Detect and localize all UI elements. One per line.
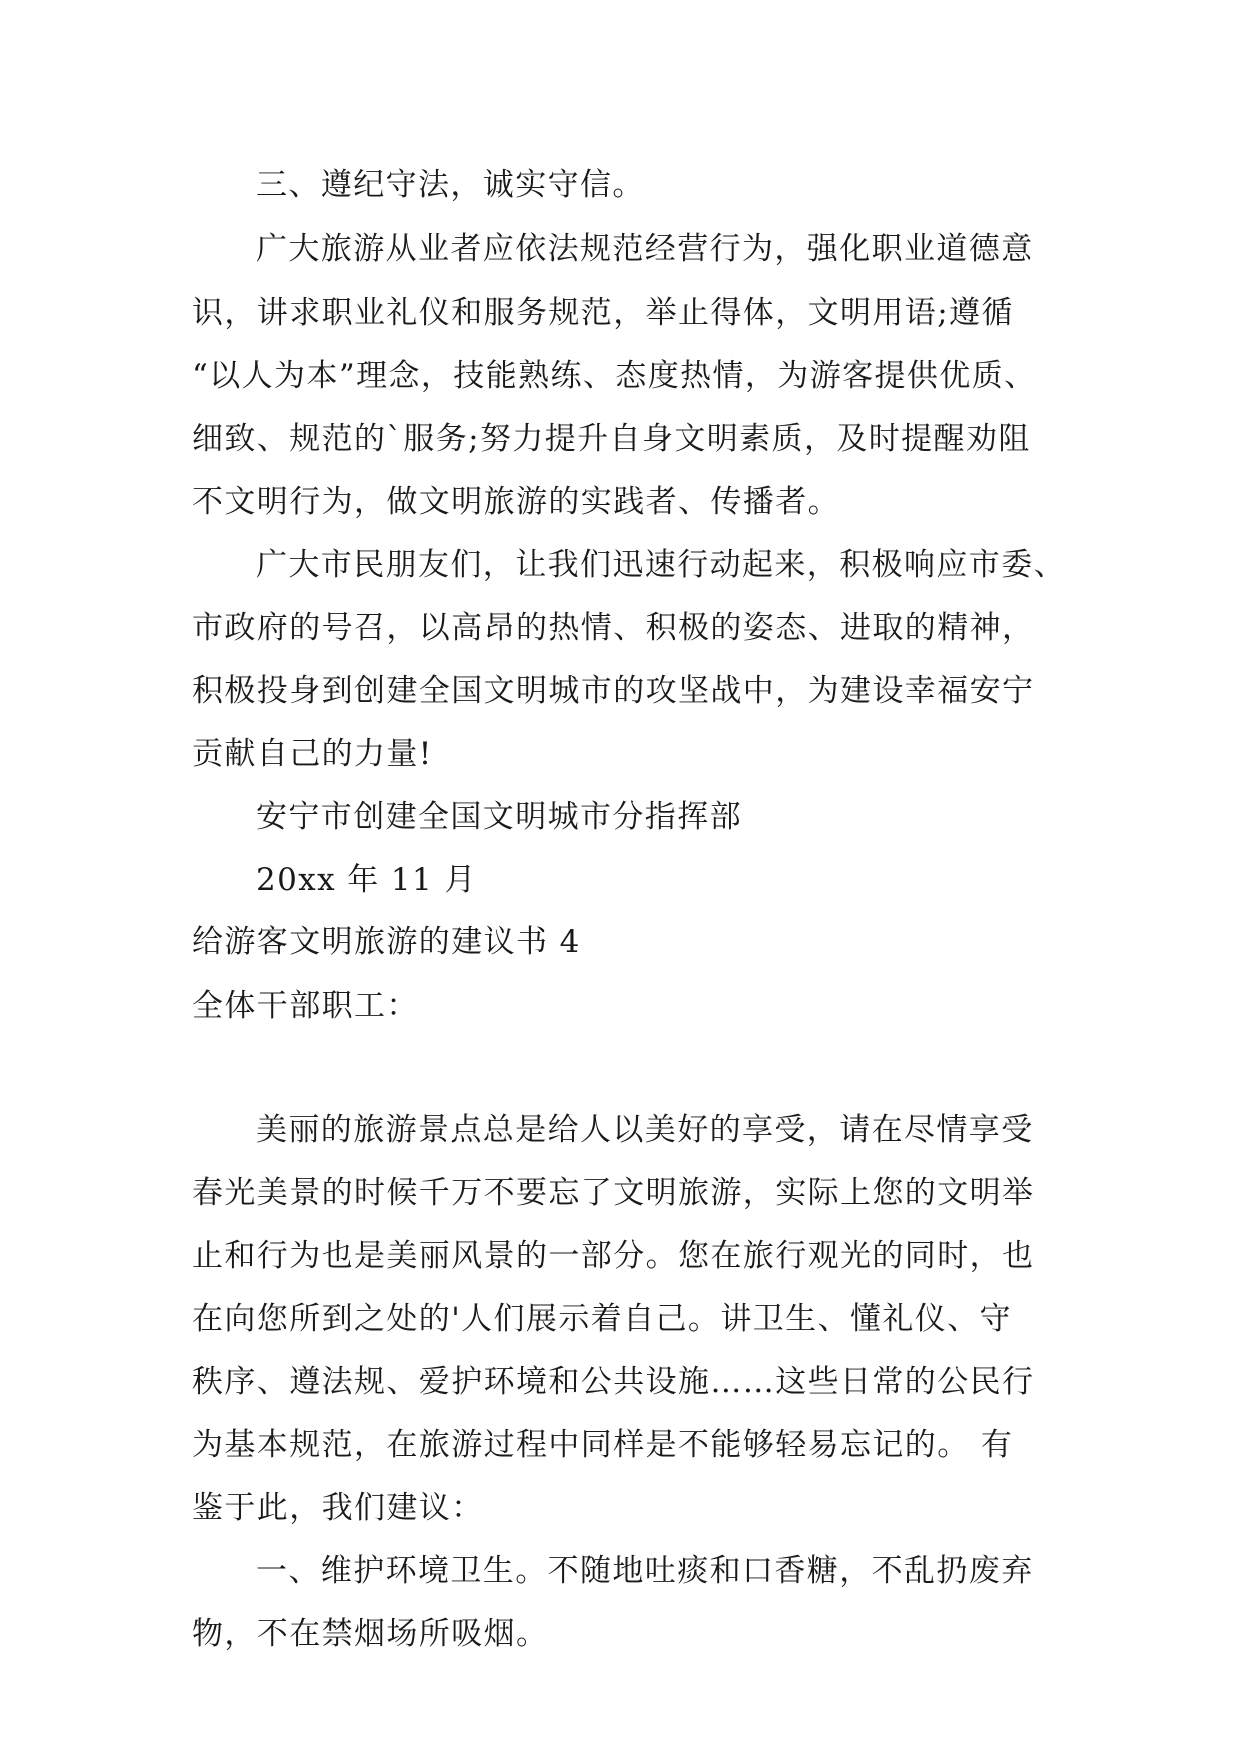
paragraph-line: 为基本规范，在旅游过程中同样是不能够轻易忘记的。 有	[192, 1427, 1014, 1463]
paragraph-line: 物，不在禁烟场所吸烟。	[192, 1616, 549, 1652]
paragraph-line: 积极投身到创建全国文明城市的攻坚战中，为建设幸福安宁	[192, 673, 1035, 709]
salutation: 全体干部职工：	[192, 988, 419, 1024]
paragraph-line: 一、维护环境卫生。不随地吐痰和口香糖，不乱扔废弃	[256, 1553, 1034, 1589]
paragraph-line: 市政府的号召，以高昂的热情、积极的姿态、进取的精神，	[192, 610, 1035, 646]
paragraph-line: 广大市民朋友们，让我们迅速行动起来，积极响应市委、	[256, 547, 1066, 583]
paragraph-line: 广大旅游从业者应依法规范经营行为，强化职业道德意	[256, 231, 1034, 267]
signature-date: 20xx 年 11 月	[256, 862, 477, 898]
signature-organization: 安宁市创建全国文明城市分指挥部	[256, 799, 742, 835]
section-heading-3: 三、遵纪守法，诚实守信。	[256, 167, 645, 203]
paragraph-line: 止和行为也是美丽风景的一部分。您在旅行观光的同时，也	[192, 1238, 1035, 1274]
paragraph-line: 不文明行为，做文明旅游的实践者、传播者。	[192, 484, 840, 520]
paragraph-line: 秩序、遵法规、爱护环境和公共设施……这些日常的公民行	[192, 1364, 1035, 1400]
paragraph-line: 鉴于此，我们建议：	[192, 1490, 484, 1526]
paragraph-line: “以人为本”理念，技能熟练、态度热情，为游客提供优质、	[192, 358, 1037, 394]
document-title: 给游客文明旅游的建议书 4	[192, 924, 581, 960]
paragraph-line: 识，讲求职业礼仪和服务规范，举止得体，文明用语;遵循	[192, 295, 1014, 331]
paragraph-line: 在向您所到之处的'人们展示着自己。讲卫生、懂礼仪、守	[192, 1301, 1012, 1337]
paragraph-line: 细致、规范的`服务;努力提升自身文明素质，及时提醒劝阻	[192, 421, 1031, 457]
paragraph-line: 贡献自己的力量!	[192, 736, 433, 772]
paragraph-line: 美丽的旅游景点总是给人以美好的享受，请在尽情享受	[256, 1112, 1034, 1148]
paragraph-line: 春光美景的时候千万不要忘了文明旅游，实际上您的文明举	[192, 1175, 1035, 1211]
